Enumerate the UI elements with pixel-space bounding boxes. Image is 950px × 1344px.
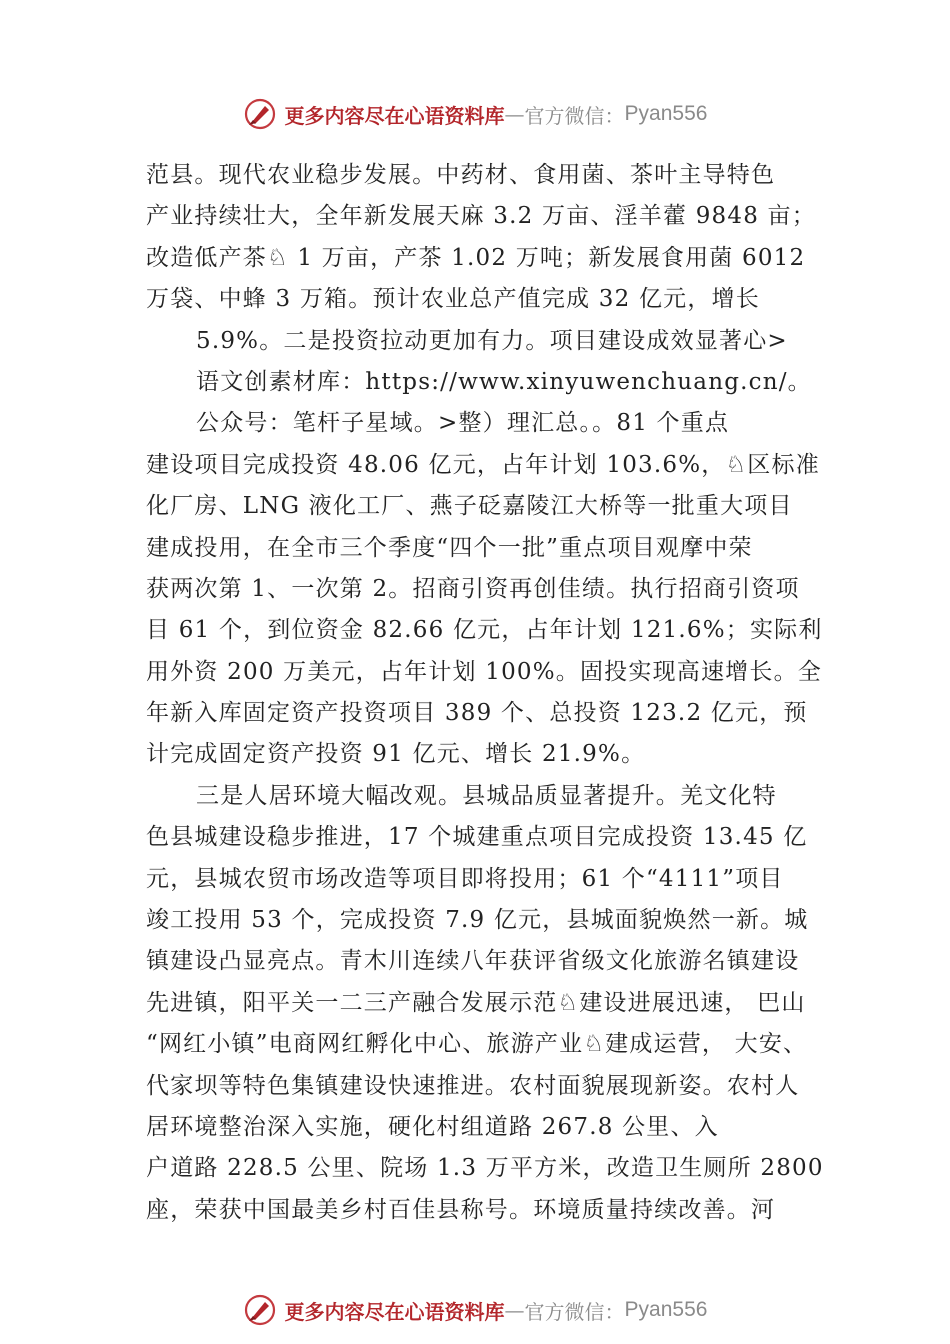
text-line: 三是人居环境大幅改观。县城品质显著提升。羌文化特 — [196, 782, 777, 809]
text-line: 座，荣获中国最美乡村百佳县称号。环境质量持续改善。河 — [146, 1196, 776, 1223]
text-line: 镇建设凸显亮点。青木川连续八年获评省级文化旅游名镇建设 — [146, 948, 800, 975]
text-line: 化厂房、LNG 液化工厂、燕子砭嘉陵江大桥等一批重大项目 — [146, 493, 793, 520]
banner-brand-text: 更多内容尽在心语资料库 — [284, 1299, 505, 1324]
text-line: 获两次第 1、一次第 2。招商引资再创佳绩。执行招商引资项 — [146, 575, 800, 602]
banner-wechat-label: 官方微信： — [524, 103, 625, 128]
text-line: 改造低产茶♘ 1 万亩，产茶 1.02 万吨；新发展食用菌 6012 — [146, 244, 806, 271]
banner-brand-text: 更多内容尽在心语资料库 — [284, 103, 505, 128]
pen-nib-circle-icon — [243, 1293, 277, 1327]
text-line: 年新入库固定资产投资项目 389 个、总投资 123.2 亿元，预 — [146, 700, 808, 727]
text-line: 建设项目完成投资 48.06 亿元，占年计划 103.6%，♘区标准 — [146, 451, 820, 478]
header-banner — [0, 94, 950, 134]
banner-wechat-id: Pyan556 — [624, 102, 708, 125]
text-line: 公众号：笔杆子星域。>整）理汇总。。81 个重点 — [196, 410, 730, 437]
text-line: 产业持续壮大，全年新发展天麻 3.2 万亩、淫羊藿 9848 亩； — [146, 203, 816, 230]
document-body — [146, 155, 826, 1231]
text-line: 代家坝等特色集镇建设快速推进。农村面貌展现新姿。农村人 — [146, 1072, 800, 1099]
text-line: 建成投用，在全市三个季度“四个一批”重点项目观摩中荣 — [146, 534, 753, 561]
text-line: 竣工投用 53 个，完成投资 7.9 亿元，县城面貌焕然一新。城 — [146, 907, 809, 934]
banner-dash: — — [504, 1298, 525, 1322]
text-line: 万袋、中蜂 3 万箱。预计农业总产值完成 32 亿元，增长 — [146, 286, 760, 313]
text-line: 用外资 200 万美元，占年计划 100%。固投实现高速增长。全 — [146, 658, 822, 685]
text-line: 元，县城农贸市场改造等项目即将投用；61 个“4111”项目 — [146, 865, 784, 892]
text-line: 计完成固定资产投资 91 亿元、增长 21.9%。 — [146, 741, 646, 768]
banner-wechat-id: Pyan556 — [624, 1298, 708, 1321]
footer-banner — [0, 1290, 950, 1330]
pen-nib-circle-icon — [243, 97, 277, 131]
text-line: 户道路 228.5 公里、院场 1.3 万平方米，改造卫生厕所 2800 — [146, 1155, 824, 1182]
text-line: 范县。现代农业稳步发展。中药材、食用菌、茶叶主导特色 — [146, 162, 776, 188]
banner-dash: — — [504, 102, 525, 126]
text-line: 目 61 个，到位资金 82.66 亿元，占年计划 121.6%；实际利 — [146, 617, 823, 644]
text-line: “网红小镇”电商网红孵化中心、旅游产业♘建成运营， 大安、 — [146, 1031, 808, 1058]
text-line: 先进镇，阳平关一二三产融合发展示范♘建设进展迅速， 巴山 — [146, 989, 806, 1016]
text-line: 色县城建设稳步推进，17 个城建重点项目完成投资 13.45 亿 — [146, 824, 808, 851]
text-line: 语文创素材库：https://www.xinyuwenchuang.cn/。 — [196, 368, 812, 395]
text-line: 5.9%。二是投资拉动更加有力。项目建设成效显著心> — [196, 327, 788, 354]
text-line: 居环境整治深入实施，硬化村组道路 267.8 公里、入 — [146, 1113, 719, 1140]
banner-wechat-label: 官方微信： — [524, 1299, 625, 1324]
